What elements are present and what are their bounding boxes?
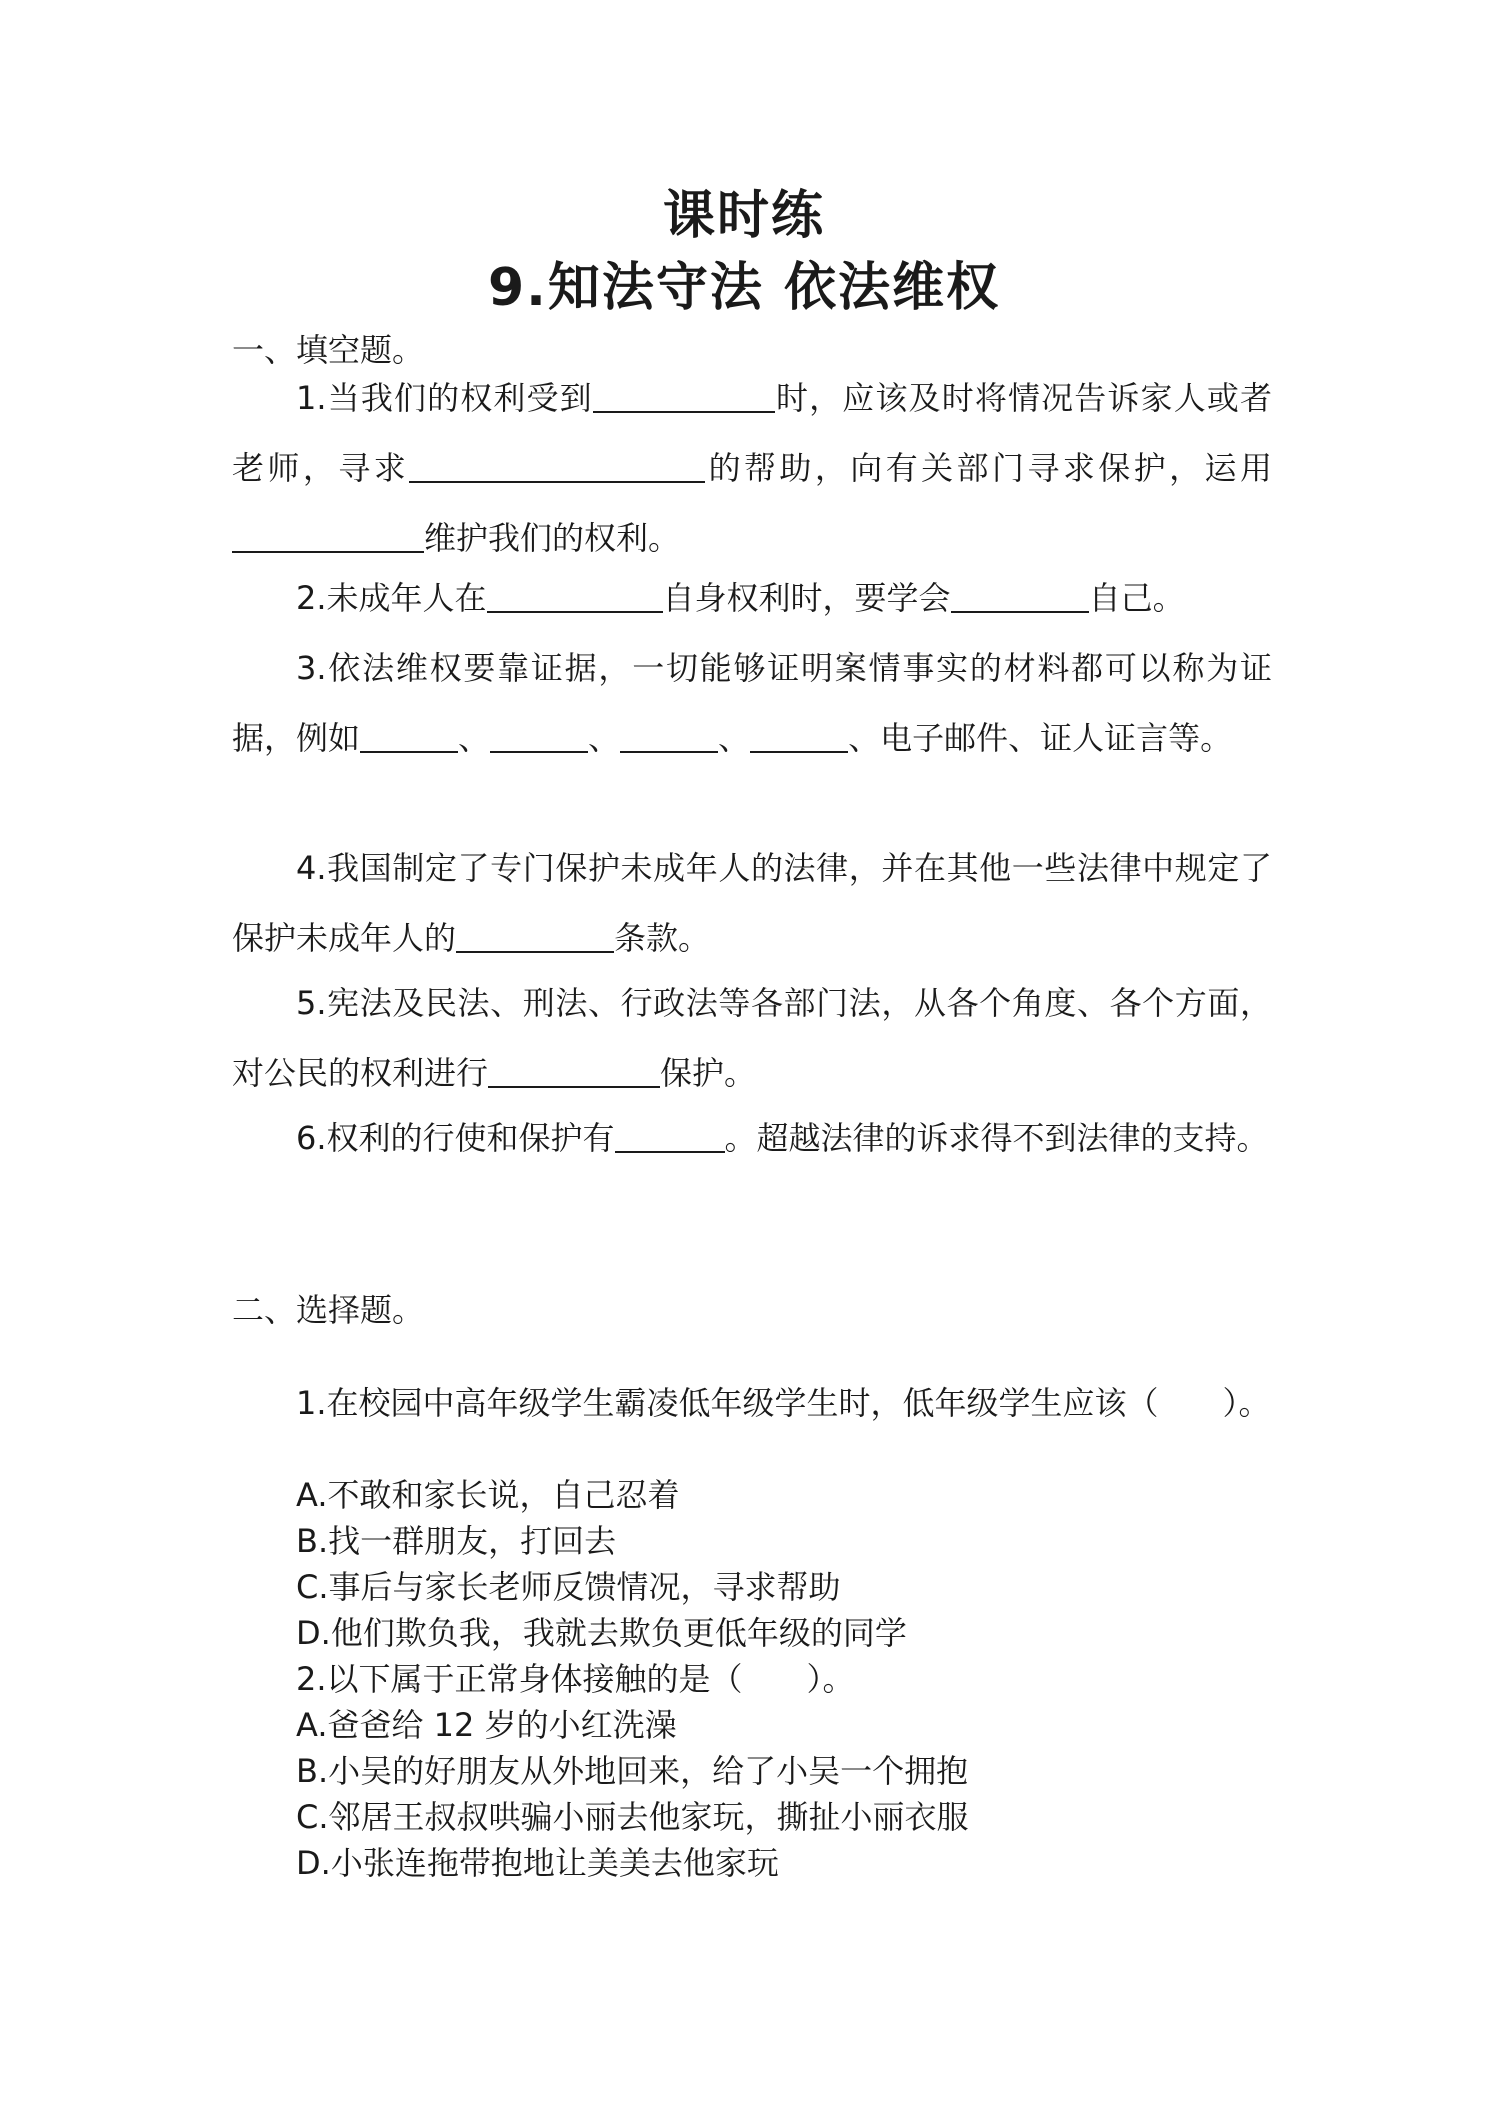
- option-b[interactable]: B.小吴的好朋友从外地回来，给了小吴一个拥抱: [296, 1752, 969, 1790]
- fill-question-2: 2.未成年人在 自身权利时，要学会 自己。: [296, 579, 1185, 617]
- answer-blank[interactable]: [593, 381, 775, 413]
- fill-question-6: 6.权利的行使和保护有 。超越法律的诉求得不到法律的支持。: [296, 1119, 1269, 1157]
- answer-blank[interactable]: [620, 721, 718, 753]
- fill-question-1: 1.当我们的权利受到 时，应该及时将情况告诉家人或者老师，寻求 的帮助，向有关部门寻求保护，运用维护我们的权利。: [232, 379, 1272, 557]
- option-d[interactable]: D.他们欺负我，我就去欺负更低年级的同学: [296, 1614, 907, 1652]
- fill-question-3: 3.依法维权要靠证据，一切能够证明案情事实的材料都可以称为证据，例如 、 、 、 、电子邮件、证人证言等。: [232, 649, 1272, 757]
- page-title: 课时练: [662, 186, 825, 246]
- option-c[interactable]: C.邻居王叔叔哄骗小丽去他家玩，撕扯小丽衣服: [296, 1798, 969, 1836]
- answer-blank[interactable]: [232, 521, 424, 553]
- answer-blank[interactable]: [409, 451, 705, 483]
- answer-blank[interactable]: [951, 581, 1089, 613]
- choice-question-2: [296, 1656, 969, 1886]
- answer-blank[interactable]: [360, 721, 458, 753]
- answer-blank[interactable]: [456, 921, 614, 953]
- fill-question-4: 4.我国制定了专门保护未成年人的法律，并在其他一些法律中规定了保护未成年人的 条款。: [232, 849, 1272, 957]
- option-d[interactable]: D.小张连拖带抱地让美美去他家玩: [296, 1844, 779, 1882]
- answer-blank[interactable]: [490, 721, 588, 753]
- answer-blank[interactable]: [615, 1121, 725, 1153]
- section-heading-fill-blank: 一、填空题。: [232, 331, 425, 369]
- answer-blank[interactable]: [750, 721, 848, 753]
- lesson-title: 9.知法守法 依法维权: [487, 258, 1001, 318]
- option-b[interactable]: B.找一群朋友，打回去: [296, 1522, 617, 1560]
- choice-question-1-options: [296, 1472, 907, 1656]
- option-c[interactable]: C.事后与家长老师反馈情况，寻求帮助: [296, 1568, 841, 1606]
- choice-question-1-stem: 1.在校园中高年级学生霸凌低年级学生时，低年级学生应该（ ）。: [296, 1384, 1271, 1422]
- choice-question-2-stem: 2.以下属于正常身体接触的是（ ）。: [296, 1660, 855, 1698]
- option-a[interactable]: A.不敢和家长说，自己忍着: [296, 1476, 680, 1514]
- answer-blank[interactable]: [488, 1056, 660, 1088]
- fill-question-5: 5.宪法及民法、刑法、行政法等各部门法，从各个角度、各个方面，对公民的权利进行 保护。: [232, 984, 1272, 1092]
- section-heading-multiple-choice: 二、选择题。: [232, 1291, 425, 1329]
- option-a[interactable]: A.爸爸给 12 岁的小红洗澡: [296, 1706, 677, 1744]
- answer-blank[interactable]: [487, 581, 663, 613]
